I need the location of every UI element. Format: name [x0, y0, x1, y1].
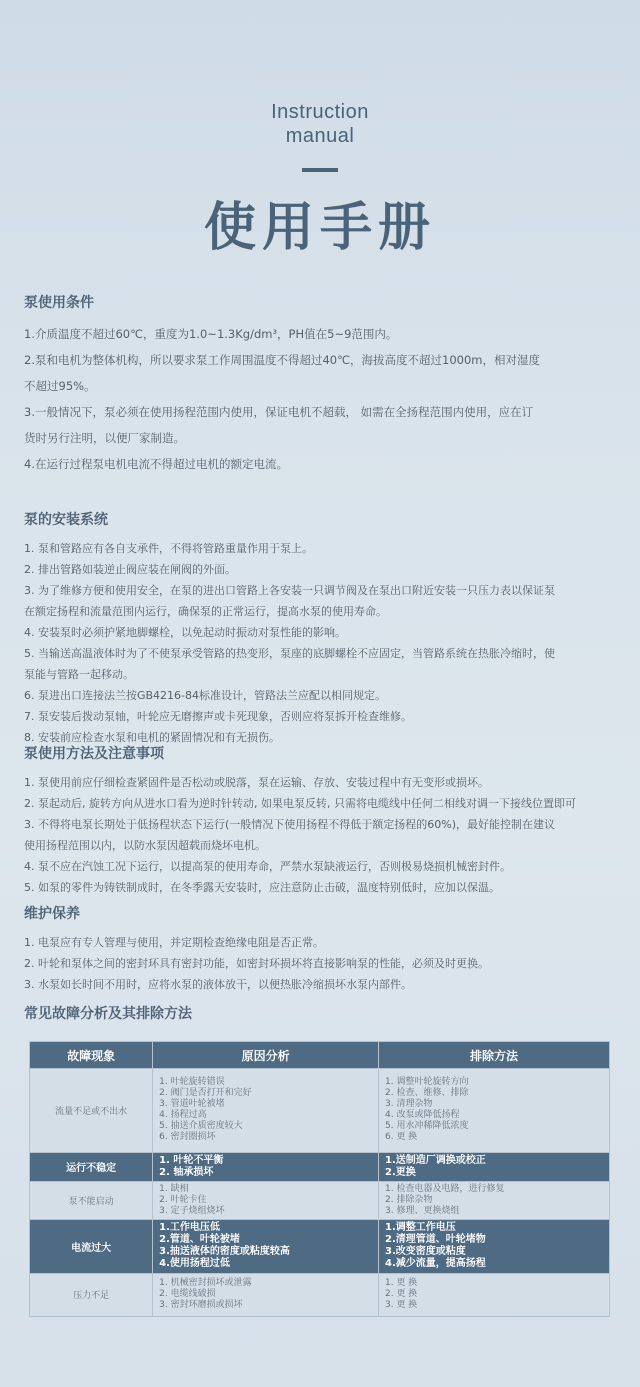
cell-cause — [153, 1181, 379, 1219]
remedy-line: 2. 更 换 — [385, 1289, 418, 1300]
remedy-line: 3. 修理、更换烧组 — [385, 1206, 460, 1217]
section-item: 2.泵和电机为整体机构，所以要求泵工作周围温度不得超过40℃，海拔高度不超过1000m，相对湿度 — [24, 353, 540, 367]
cell-symptom: 压力不足 — [30, 1273, 153, 1316]
column-header-symptom: 故障现象 — [30, 1042, 153, 1069]
cell-symptom: 电流过大 — [30, 1220, 153, 1273]
section-item: 1.介质温度不超过60℃，重度为1.0~1.3Kg/dm³，PH值在5~9范围内。 — [24, 327, 398, 341]
section-item: 3. 水泵如长时间不用时，应将水泵的液体放干，以便热胀冷缩损坏水泵内部件。 — [24, 978, 412, 991]
column-header-cause: 原因分析 — [153, 1042, 379, 1069]
cause-line: 2. 阀门是否打开和完好 — [159, 1088, 252, 1099]
remedy-line: 1.调整工作电压 — [385, 1222, 456, 1234]
remedy-line: 6. 更 换 — [385, 1132, 418, 1143]
cause-line: 6. 密封圈损坏 — [159, 1132, 216, 1143]
section-title: 维护保养 — [24, 906, 80, 922]
section-title: 泵的安装系统 — [24, 512, 108, 528]
section-item: 5. 当输送高温液体时为了不使泵承受管路的热变形，泵座的底脚螺栓不应固定，当管路系统在热胀冷缩时，使 — [24, 647, 555, 660]
title-english-line1: Instruction — [271, 101, 369, 123]
cause-line: 5. 抽送介质密度较大 — [159, 1121, 243, 1132]
table-row — [30, 1273, 610, 1316]
section-item: 使用扬程范围以内，以防水泵因超载而烧坏电机。 — [24, 839, 266, 852]
remedy-line: 1. 调整叶轮旋转方向 — [385, 1077, 469, 1088]
section-maintenance — [24, 904, 624, 995]
section-item: 1. 泵和管路应有各自支承件，不得将管路重量作用于泵上。 — [24, 542, 313, 555]
fault-table-body — [30, 1069, 610, 1317]
section-title: 泵使用方法及注意事项 — [24, 746, 164, 762]
title-english — [0, 100, 640, 148]
cell-remedy — [379, 1220, 610, 1273]
title-chinese: 使用手册 — [203, 198, 436, 258]
remedy-line: 2. 排除杂物 — [385, 1195, 433, 1206]
remedy-line: 3. 更 换 — [385, 1300, 418, 1311]
cause-line: 2.管道、叶轮被堵 — [159, 1234, 240, 1246]
remedy-line: 2. 检查、维修、排除 — [385, 1088, 469, 1099]
section-item: 4. 安装泵时必须护紧地脚螺栓，以免起动时振动对泵性能的影响。 — [24, 626, 346, 639]
section-item: 4.在运行过程泵电机电流不得超过电机的额定电流。 — [24, 457, 288, 471]
cause-line: 4. 扬程过高 — [159, 1110, 207, 1121]
section-item: 泵能与管路一起移动。 — [24, 668, 134, 681]
cell-remedy — [379, 1181, 610, 1219]
section-title: 泵使用条件 — [24, 295, 94, 311]
cause-line: 4.使用扬程过低 — [159, 1258, 230, 1270]
cell-symptom: 泵不能启动 — [30, 1181, 153, 1219]
remedy-line: 3. 清理杂物 — [385, 1099, 433, 1110]
section-item: 8. 安装前应检查水泵和电机的紧固情况和有无损伤。 — [24, 731, 280, 744]
section-operating-conditions — [24, 293, 624, 477]
section-item: 2. 泵起动后, 旋转方向从进水口看为逆时针转动, 如果电泵反转, 只需将电缆线中任何二相线对调一下接线位置即可 — [24, 797, 576, 810]
cause-line: 3. 密封环磨损或损坏 — [159, 1300, 243, 1311]
section-item: 4. 泵不应在汽蚀工况下运行，以提高泵的使用寿命，严禁水泵缺液运行，否则极易烧损机械密封件。 — [24, 860, 511, 873]
cause-line: 1. 缺相 — [159, 1184, 189, 1195]
cause-line: 3. 定子烧组烧坏 — [159, 1206, 225, 1217]
section-usage-notes — [24, 744, 624, 898]
remedy-line: 4. 改泵或降低扬程 — [385, 1110, 460, 1121]
remedy-line: 1.送制造厂调换或校正 — [385, 1154, 486, 1166]
remedy-line: 5. 用水冲稀降低浓度 — [385, 1121, 469, 1132]
title-divider — [302, 168, 338, 172]
section-item: 3. 不得将电泵长期处于低扬程状态下运行(一般情况下使用扬程不得低于额定扬程的60%)，最好能控制在建议 — [24, 818, 556, 831]
section-troubleshooting — [24, 1004, 624, 1032]
section-item: 2. 叶轮和泵体之间的密封环具有密封功能，如密封环损坏将直接影响泵的性能，必须及时更换。 — [24, 957, 489, 970]
cause-line: 1. 叶轮旋转错误 — [159, 1077, 225, 1088]
section-item: 7. 泵安装后拨动泵轴，叶轮应无磨擦声或卡死现象，否则应将泵拆开检查维修。 — [24, 710, 412, 723]
cell-cause — [153, 1220, 379, 1273]
cell-remedy — [379, 1273, 610, 1316]
remedy-line: 2.更换 — [385, 1166, 416, 1178]
section-item: 3. 为了维修方便和使用安全，在泵的进出口管路上各安装一只调节阀及在泵出口附近安装一只压力表以保证泵 — [24, 584, 555, 597]
section-item: 在额定扬程和流量范围内运行，确保泵的正常运行，提高水泵的使用寿命。 — [24, 605, 387, 618]
table-row — [30, 1220, 610, 1273]
cell-remedy — [379, 1152, 610, 1181]
cause-line: 2. 轴承损坏 — [159, 1166, 214, 1178]
table-row — [30, 1069, 610, 1153]
cell-remedy — [379, 1069, 610, 1153]
cause-line: 1. 叶轮不平衡 — [159, 1154, 224, 1166]
title-english-line2: manual — [285, 125, 355, 147]
section-item: 3.一般情况下，泵必须在使用扬程范围内使用，保证电机不超载， 如需在全扬程范围内使用，应在订 — [24, 405, 534, 419]
table-row — [30, 1181, 610, 1219]
table-row — [30, 1152, 610, 1181]
cell-cause — [153, 1069, 379, 1153]
cause-line: 3. 管道叶轮被堵 — [159, 1099, 225, 1110]
section-item: 5. 如泵的零件为铸铁制成时，在冬季露天安装时，应注意防止击破，温度特别低时，应加以保温。 — [24, 881, 500, 894]
cause-line: 1.工作电压低 — [159, 1222, 220, 1234]
section-item: 不超过95%。 — [24, 379, 96, 393]
section-item: 6. 泵进出口连接法兰按GB4216-84标准设计，管路法兰应配以相同规定。 — [24, 689, 387, 702]
cell-symptom: 运行不稳定 — [30, 1152, 153, 1181]
fault-table — [29, 1041, 610, 1317]
remedy-line: 1. 更 换 — [385, 1278, 418, 1289]
cell-cause — [153, 1152, 379, 1181]
section-title: 常见故障分析及其排除方法 — [24, 1006, 192, 1022]
cell-symptom: 流量不足或不出水 — [30, 1069, 153, 1153]
cause-line: 2. 电缆线破损 — [159, 1289, 216, 1300]
cell-cause — [153, 1273, 379, 1316]
cause-line: 2. 叶轮卡住 — [159, 1195, 207, 1206]
remedy-line: 2.清理管道、叶轮堵物 — [385, 1234, 486, 1246]
section-item: 1. 泵使用前应仔细检查紧固件是否松动或脱落，泵在运输、存放、安装过程中有无变形或损坏。 — [24, 776, 489, 789]
remedy-line: 4.减少流量，提高扬程 — [385, 1258, 486, 1270]
column-header-remedy: 排除方法 — [379, 1042, 610, 1069]
cause-line: 3.抽送液体的密度或粘度较高 — [159, 1246, 290, 1258]
section-item: 2. 排出管路如装逆止阀应装在闸阀的外面。 — [24, 563, 236, 576]
cause-line: 1. 机械密封损坏或泄露 — [159, 1278, 252, 1289]
section-installation — [24, 510, 624, 748]
section-item: 1. 电泵应有专人管理与使用，并定期检查绝缘电阻是否正常。 — [24, 936, 324, 949]
table-header-row — [30, 1042, 610, 1069]
section-item: 货时另行注明，以便厂家制造。 — [24, 431, 185, 445]
remedy-line: 1. 检查电器及电路，进行修复 — [385, 1184, 505, 1195]
remedy-line: 3.改变密度或粘度 — [385, 1246, 466, 1258]
